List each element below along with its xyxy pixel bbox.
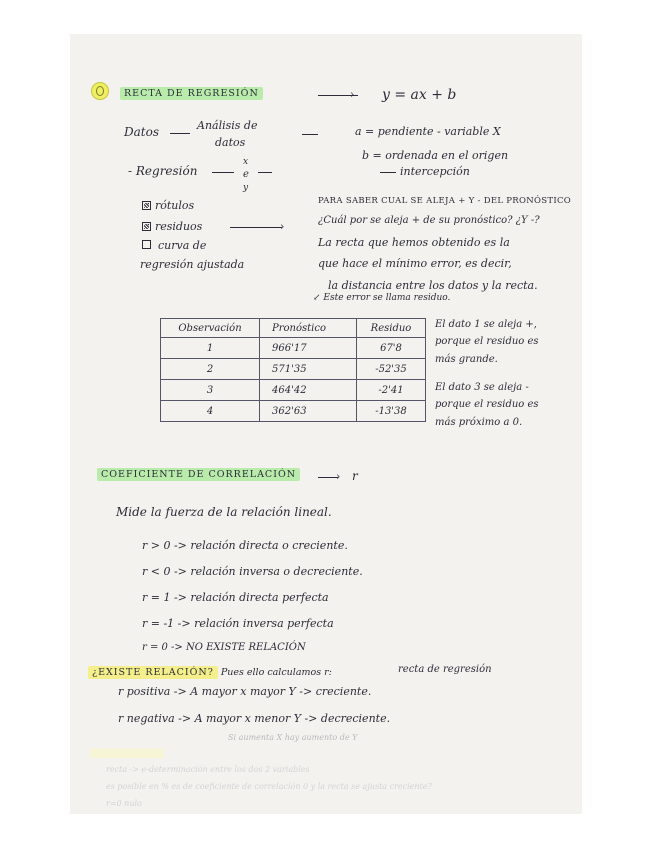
note-line-5: la distancia entre los datos y la recta. bbox=[328, 279, 538, 292]
note-line-1: PARA SABER CUAL SE ALEJA + Y - DEL PRONÓSTICO bbox=[318, 196, 572, 206]
regression-formula: y = ax + b bbox=[382, 87, 457, 103]
bleed-highlight: ████████████ bbox=[90, 749, 164, 758]
dash-line bbox=[212, 172, 234, 173]
checkbox-curva bbox=[142, 240, 151, 249]
var-y: y bbox=[243, 183, 249, 193]
note-line-3: La recta que hemos obtenido es la bbox=[318, 236, 510, 249]
note-line-4: que hace el mínimo error, es decir, bbox=[318, 257, 512, 270]
cell-residuo: -52'35 bbox=[357, 359, 426, 380]
bleed-line-1: recta -> e-determinación entre los dos 2 variables bbox=[106, 765, 310, 774]
bleed-line-3: r=0 nulo bbox=[106, 799, 142, 808]
b-definition: b = ordenada en el origen bbox=[362, 149, 509, 162]
header-observacion: Observación bbox=[161, 319, 260, 338]
cell-observacion: 3 bbox=[161, 380, 260, 401]
cell-observacion: 2 bbox=[161, 359, 260, 380]
check-label-curva: curva de bbox=[158, 239, 207, 252]
side-note-1: El dato 1 se aleja +, bbox=[435, 319, 537, 330]
checkbox-rotulos bbox=[142, 201, 151, 210]
dash-line bbox=[302, 134, 318, 135]
existe-label: ¿EXISTE RELACIÓN? bbox=[88, 666, 218, 679]
cell-observacion: 1 bbox=[161, 338, 260, 359]
coeficiente-intro: Mide la fuerza de la relación lineal. bbox=[116, 505, 332, 519]
existe-rest: Pues ello calculamos r: bbox=[220, 667, 332, 678]
cell-pronostico: 464'42 bbox=[260, 380, 357, 401]
section-title-recta bbox=[120, 89, 263, 99]
section-title-coeficiente bbox=[97, 470, 300, 480]
curva-line2: regresión ajustada bbox=[140, 258, 245, 271]
analisis-line1: Análisis de bbox=[197, 119, 258, 132]
note-line-6: Este error se llama residuo. bbox=[323, 293, 451, 303]
r-symbol: r bbox=[352, 469, 358, 483]
section-number-marker bbox=[91, 82, 109, 100]
rule-zero: r = 0 -> NO EXISTE RELACIÓN bbox=[142, 642, 306, 653]
side-note-2: porque el residuo es bbox=[435, 336, 539, 347]
section-title-text: RECTA DE REGRESIÓN bbox=[120, 87, 263, 100]
dash-line bbox=[258, 172, 272, 173]
note-line-6-wrap: ↙ Este error se llama residuo. bbox=[313, 293, 451, 303]
datos-label: Datos bbox=[124, 125, 159, 139]
table-row bbox=[161, 380, 426, 401]
a-definition: a = pendiente - variable X bbox=[355, 125, 501, 138]
note-line-2: ¿Cuál por se aleja + de su pronóstico? ¿Y -? bbox=[318, 215, 540, 226]
rule-negative: r < 0 -> relación inversa o decreciente. bbox=[142, 565, 363, 578]
table-row bbox=[161, 338, 426, 359]
residuals-table bbox=[160, 318, 426, 422]
r-positiva-line: r positiva -> A mayor x mayor Y -> creciente. bbox=[118, 685, 372, 698]
b-definition-cont: intercepción bbox=[400, 165, 470, 178]
header-residuo: Residuo bbox=[357, 319, 426, 338]
analisis-line2: datos bbox=[215, 136, 246, 149]
check-label-residuos: residuos bbox=[155, 220, 203, 233]
cell-observacion: 4 bbox=[161, 401, 260, 422]
cell-pronostico: 571'35 bbox=[260, 359, 357, 380]
var-x: x bbox=[243, 157, 249, 167]
cell-pronostico: 966'17 bbox=[260, 338, 357, 359]
bleed-line-2: es posible en % es de coeficiente de correlación 0 y la recta se ajusta creciente? bbox=[106, 782, 432, 791]
arrow-head: › bbox=[280, 220, 285, 233]
table-row bbox=[161, 359, 426, 380]
r-negativa-line: r negativa -> A mayor x menor Y -> decreciente. bbox=[118, 712, 391, 725]
rule-one: r = 1 -> relación directa perfecta bbox=[142, 591, 329, 604]
header-pronostico: Pronóstico bbox=[260, 319, 357, 338]
dash-line bbox=[170, 133, 190, 134]
section2-title-text: COEFICIENTE DE CORRELACIÓN bbox=[97, 468, 300, 481]
rule-minus-one: r = -1 -> relación inversa perfecta bbox=[142, 617, 334, 630]
cell-pronostico: 362'63 bbox=[260, 401, 357, 422]
arrow-line bbox=[318, 477, 338, 478]
side-note-4: El dato 3 se aleja - bbox=[435, 382, 529, 393]
var-e: e bbox=[243, 169, 249, 180]
arrow-line bbox=[230, 227, 282, 228]
side-note-5: porque el residuo es bbox=[435, 399, 539, 410]
side-note-6: más próximo a 0. bbox=[435, 417, 523, 428]
arrow-head: › bbox=[350, 88, 355, 101]
regresion-label: - Regresión bbox=[128, 164, 198, 178]
dash-line bbox=[380, 172, 396, 173]
faint-note: Si aumenta X hay aumento de Y bbox=[228, 733, 358, 742]
cell-residuo: -13'38 bbox=[357, 401, 426, 422]
arrow-head: › bbox=[336, 470, 341, 483]
cell-residuo: 67'8 bbox=[357, 338, 426, 359]
cell-residuo: -2'41 bbox=[357, 380, 426, 401]
rule-positive: r > 0 -> relación directa o creciente. bbox=[142, 539, 348, 552]
side-note-3: más grande. bbox=[435, 354, 498, 365]
check-label-rotulos: rótulos bbox=[155, 199, 195, 212]
recta-regresion-label: recta de regresión bbox=[398, 664, 492, 675]
table-row bbox=[161, 401, 426, 422]
checkbox-residuos bbox=[142, 222, 151, 231]
existe-line bbox=[88, 668, 332, 678]
table-header-row bbox=[161, 319, 426, 338]
